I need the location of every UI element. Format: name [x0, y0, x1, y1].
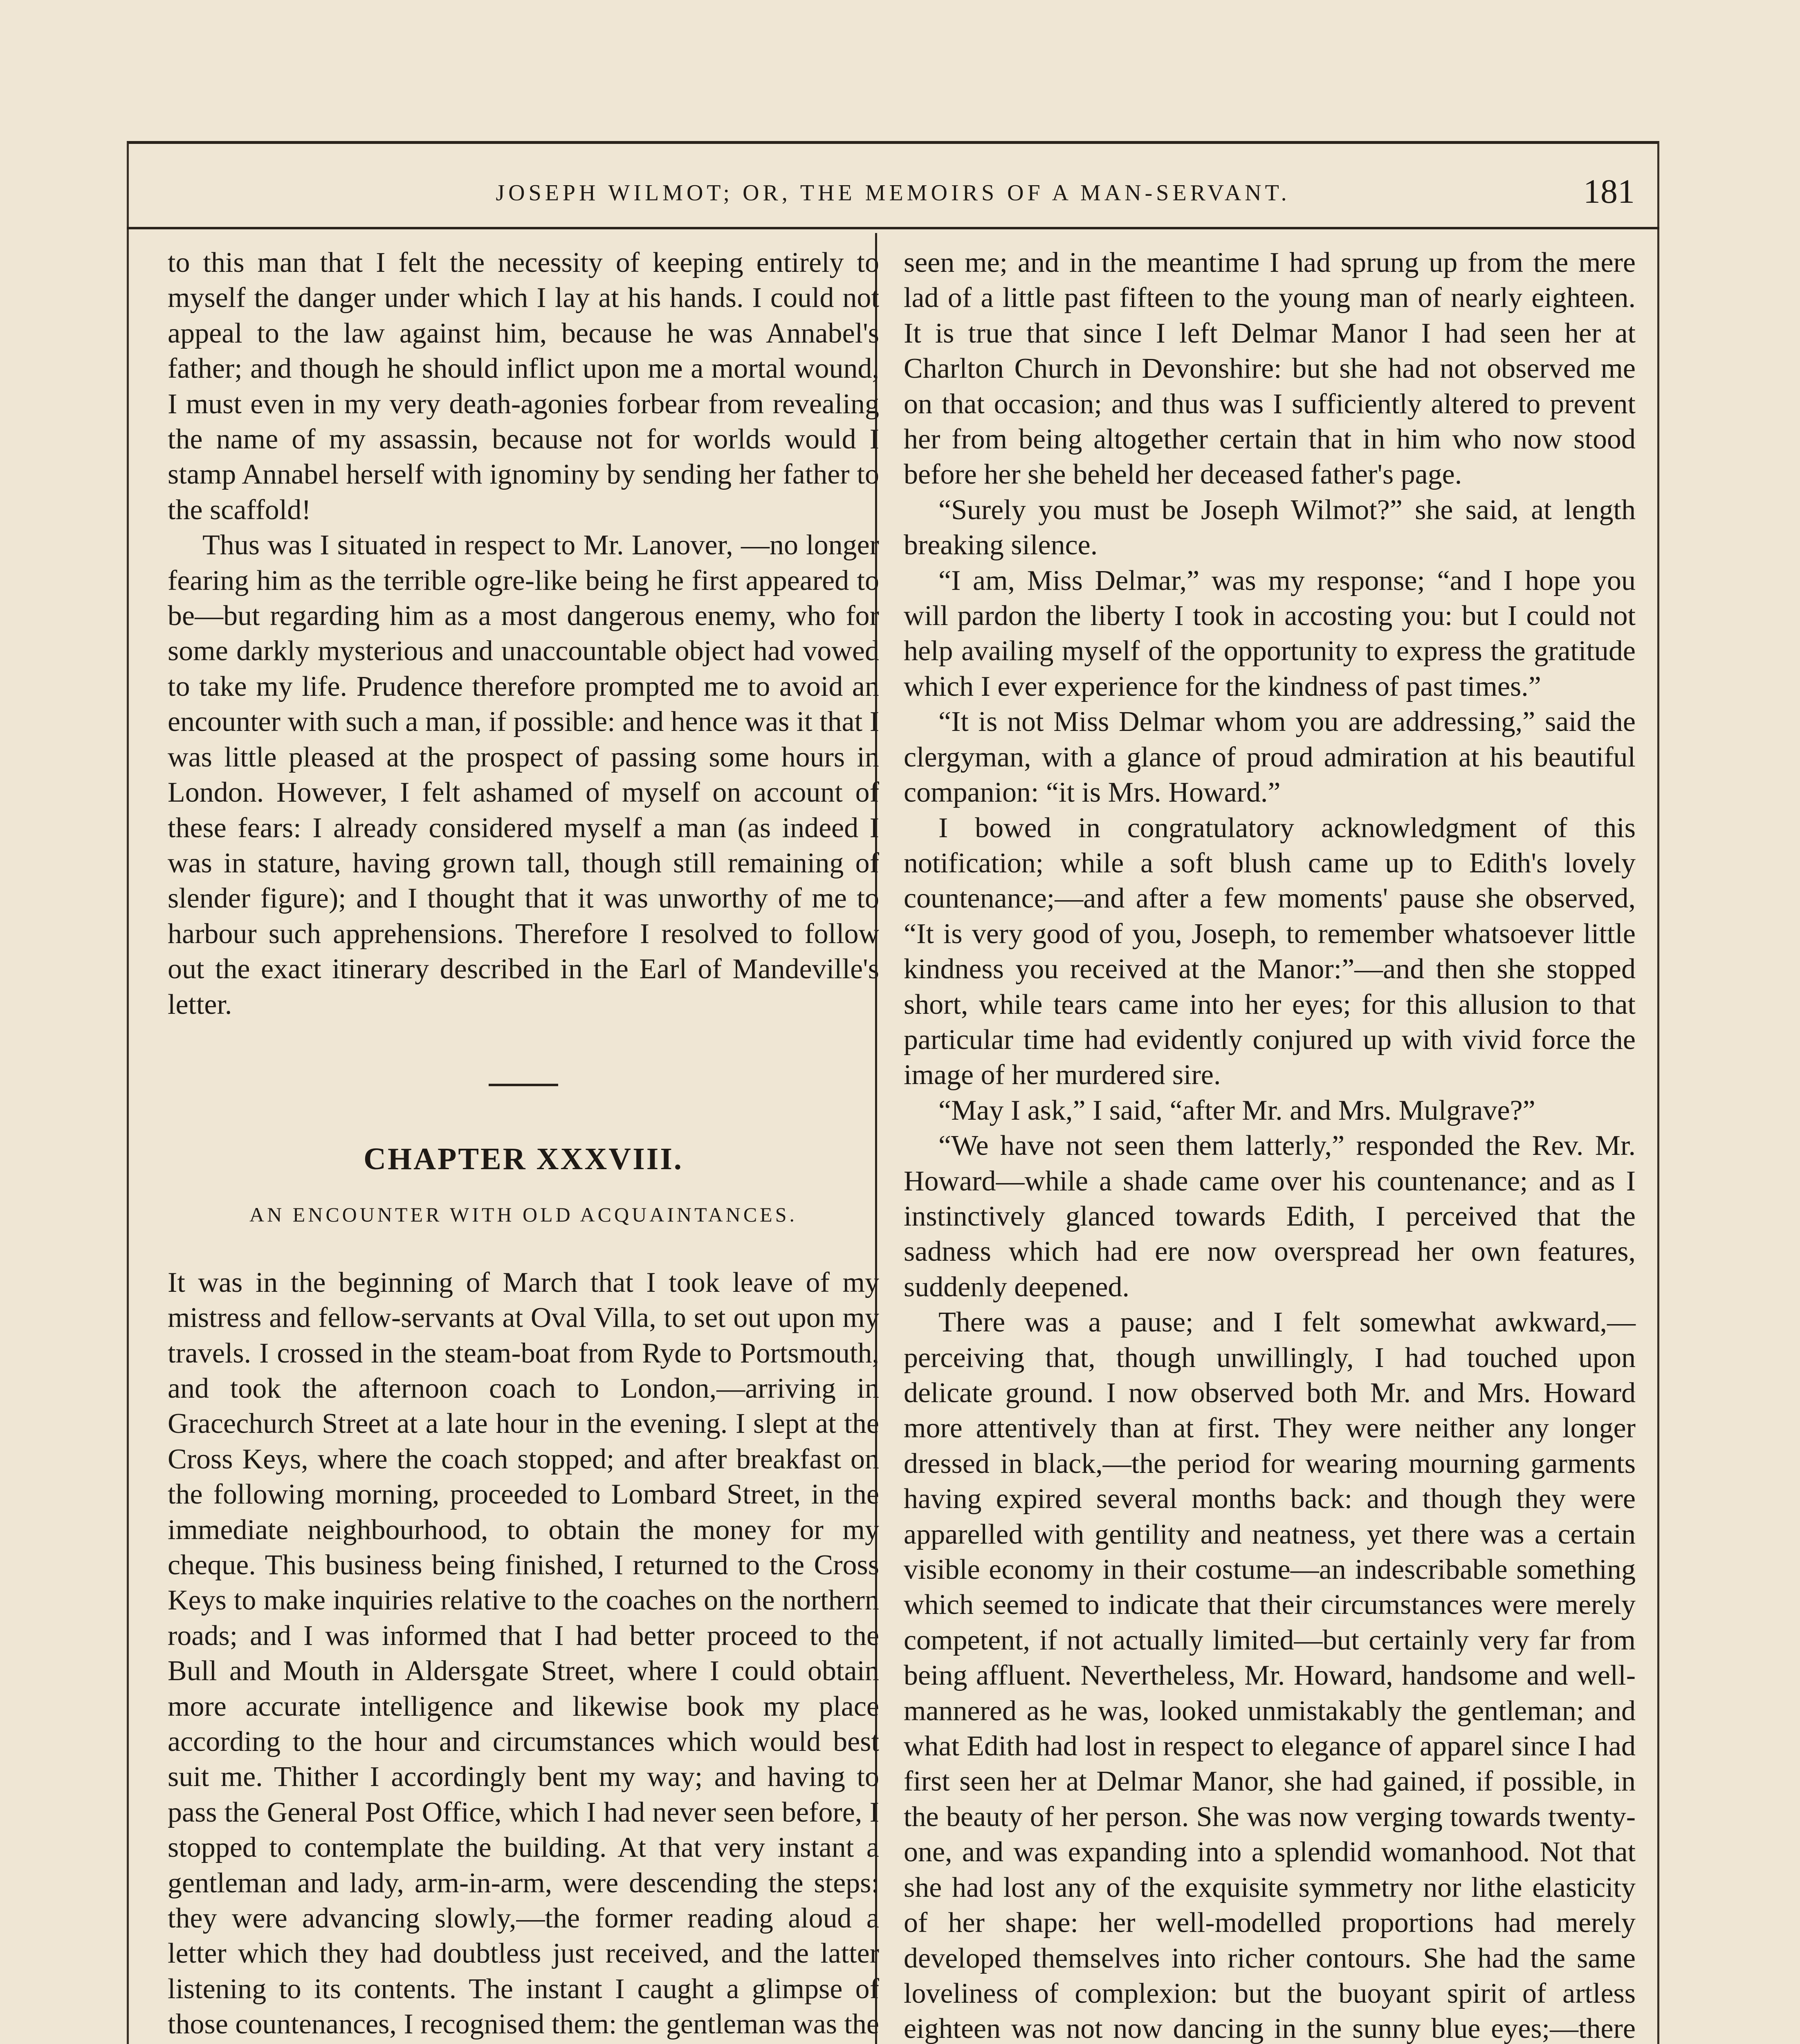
paragraph: to this man that I felt the necessity of keeping entirely to myself the danger under which I lay at his hands. I could not appeal to the law against him, because he was Annabel's father; and though he should inflict upon me a mortal wound, I must even in my very death-agonies forbear from revealing the name of my assassin, because not for worlds would I stamp Annabel herself with ignominy by sending her father to the scaffold!: [168, 247, 879, 526]
paragraph: “May I ask,” I said, “after Mr. and Mrs. Mulgrave?”: [938, 1094, 1535, 1126]
running-title: JOSEPH WILMOT; OR, THE MEMOIRS OF A MAN-SERVANT.: [496, 180, 1291, 206]
chapter-title: CHAPTER XXXVIII.: [364, 1141, 683, 1176]
paragraph: I bowed in congratulatory acknowledgment of this notification; while a soft blush came up to Edith's lovely countenance;—and after a few moments' pause she observed, “It is very good of you, Joseph, to remember whatsoever little kindness you received at the Manor:”—and then she stopped short, while tears came into her eyes; for this allusion to that particular time had evidently conjured up with vivid force the image of her murdered sire.: [904, 812, 1636, 1091]
paragraph: seen me; and in the meantime I had sprung up from the mere lad of a little past fifteen to the young man of nearly eighteen. It is true that since I left Delmar Manor I had seen her at Charlton Church in Devonshire: but she had not observed me on that occasion; and thus was I sufficiently altered to prevent her from being altogether certain that in him who now stood before her she beheld her deceased father's page.: [904, 247, 1636, 491]
paragraph: “It is not Miss Delmar whom you are addressing,” said the clergyman, with a glance of proud admiration at his beautiful companion: “it is Mrs. Howard.”: [904, 706, 1636, 809]
page-number: 181: [1583, 173, 1635, 211]
right-column: [904, 245, 1636, 2044]
paragraph: “Surely you must be Joseph Wilmot?” she said, at length breaking silence.: [904, 494, 1636, 561]
paragraph: Thus was I situated in respect to Mr. Lanover, —no longer fearing him as the terrible ogre-like being he first appeared to be—but regarding him as a most dangerous enemy, who for some darkly mysterious and unaccountable object had vowed to take my life. Prudence therefore prompted me to avoid an encounter with such a man, if possible: and hence was it that I was little pleased at the prospect of passing some hours in London. However, I felt ashamed of myself on account of these fears: I already considered myself a man (as indeed I was in stature, having grown tall, though still remaining of slender figure); and I thought that it was unworthy of me to harbour such apprehensions. Therefore I resolved to follow out the exact itinerary described in the Earl of Mandeville's letter.: [168, 529, 879, 1020]
paragraph: It was in the beginning of March that I took leave of my mistress and fellow-servants at Oval Villa, to set out upon my travels. I crossed in the steam-boat from Ryde to Portsmouth, and took the afternoon coach to London,—arriving in Gracechurch Street at a late hour in the evening. I slept at the Cross Keys, where the coach stopped; and after breakfast on the following morning, proceeded to Lombard Street, in the immediate neighbourhood, to obtain the money for my cheque. This business being finished, I returned to the Cross Keys to make inquiries relative to the coaches on the northern roads; and I was informed that I had better proceed to the Bull and Mouth in Aldersgate Street, where I could obtain more accurate intelligence and likewise book my place according to the hour and circumstances which would best suit me. Thither I accordingly bent my way; and having to pass the General Post Office, which I had never seen before, I stopped to contemplate the building. At that very instant a gentleman and lady, arm-in-arm, were descending the steps: they were advancing slowly,—the former reading aloud a letter which they had doubtless just received, and the latter listening to its contents. The instant I caught a glimpse of those countenances, I recognised them: the gentleman was the: [168, 1266, 879, 2040]
running-head: [127, 164, 1659, 225]
header-rule: [127, 227, 1659, 229]
paragraph: “We have not seen them latterly,” responded the Rev. Mr. Howard—while a shade came over his countenance; and as I instinctively glanced towards Edith, I perceived that the sadness which had ere now overspread her own features, suddenly deepened.: [904, 1130, 1636, 1303]
left-column: [168, 245, 879, 2044]
paragraph: There was a pause; and I felt somewhat awkward,—perceiving that, though unwillingly, I had touched upon delicate ground. I now observed both Mr. and Mrs. Howard more attentively than at first. They were neither any longer dressed in black,—the period for wearing mourning garments having expired several months back: and though they were apparelled with gentility and neatness, yet there was a certain visible economy in their costume—an indescribable something which seemed to indicate that their circumstances were merely competent, if not actually limited—but certainly very far from being affluent. Nevertheless, Mr. Howard, handsome and well-mannered as he was, looked unmistakably the gentleman; and what Edith had lost in respect to elegance of apparel since I had first seen her at Delmar Manor, she had gained, if possible, in the beauty of her person. She was now verging towards twenty-one, and was expanding into a splendid womanhood. Not that she had lost any of the exquisite symmetry nor lithe elasticity of her shape: her well-modelled proportions had merely developed themselves into richer contours. She had the same loveliness of complexion: but the buoyant spirit of artless eighteen was not now dancing in the sunny blue eyes;—there: [904, 1307, 1636, 2044]
paragraph: “I am, Miss Delmar,” was my response; “and I hope you will pardon the liberty I took in accosting you: but I could not help availing myself of the opportunity to express the gratitude which I ever experience for the kindness of past times.”: [904, 565, 1636, 702]
section-ornament-rule: [489, 1084, 558, 1086]
chapter-subtitle: AN ENCOUNTER WITH OLD ACQUAINTANCES.: [249, 1203, 798, 1226]
